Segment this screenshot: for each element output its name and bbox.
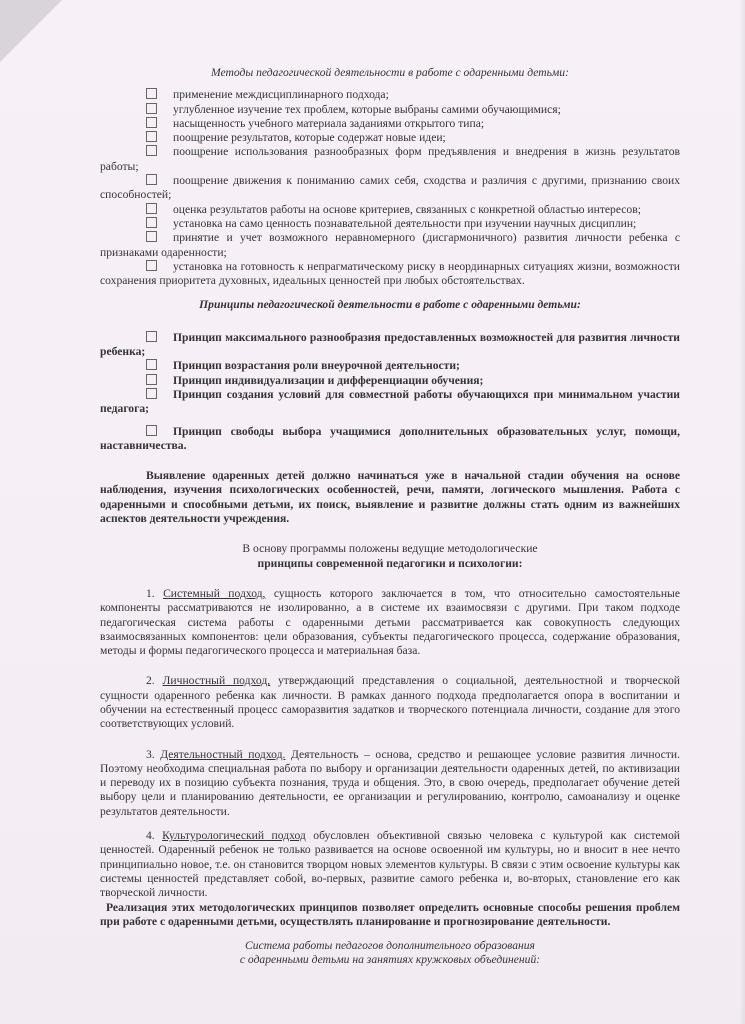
list-item: Принцип максимального разнообразия предоставленных возможностей для развития личности ребенка; (100, 330, 680, 359)
principles-title: Принципы педагогической деятельности в работе с одаренными детьми: (199, 298, 581, 312)
bullet-box-icon (146, 231, 157, 242)
approach-paragraph: 1. Системный подход, сущность которого заключается в том, что относительно самостоятельные компоненты рассматриваются не изолированно, а в системе их взаимосвязи с другими. При таком подходе педагогическая система работы с одаренными детьми рассматривается как совокупность следующих взаимосвязанных компонентов: цели образования, субъекты педагогического процесса, содержание образования, методы и формы педагогического процесса и материальная база. (100, 586, 680, 658)
list-item: поощрение движения к пониманию самих себя, сходства и различия с другими, признанию своих способностей; (100, 174, 680, 202)
bullet-box-icon (146, 331, 157, 342)
bullet-box-icon (146, 203, 157, 214)
bullet-box-icon (146, 174, 157, 185)
bullet-box-icon (146, 425, 157, 436)
list-item: принятие и учет возможного неравномерного (дисгармоничного) развития личности ребенка с признаками одаренности; (100, 231, 680, 259)
methods-title: Методы педагогической деятельности в работе с одаренными детьми: (211, 66, 569, 79)
list-item: Принцип создания условий для совместной работы обучающихся при минимальном участии педагога; (100, 387, 680, 416)
list-item: поощрение использования разнообразных форм предъявления и внедрения в жизнь результатов работы; (100, 145, 680, 173)
bullet-box-icon (146, 145, 157, 156)
approach-name: Системный подход, (163, 586, 266, 600)
bullet-box-icon (146, 260, 157, 271)
principles-list (100, 331, 680, 453)
bullet-box-icon (146, 217, 157, 228)
list-item: Принцип возрастания роли внеурочной деятельности; (100, 359, 680, 373)
bullet-box-icon (146, 388, 157, 399)
bullet-box-icon (146, 374, 157, 385)
document-body (100, 66, 680, 968)
list-item: поощрение результатов, которые содержат новые идеи; (100, 131, 680, 145)
approach-name: Личностный подход, (162, 674, 271, 688)
list-item: насыщенность учебного материала заданиями открытого типа; (100, 117, 680, 131)
list-item: установка на готовность к непрагматическому риску в неординарных ситуациях жизни, возможности сохранения приоритета духовных, идеальных ценностей при любых обстоятельствах. (100, 259, 680, 288)
list-item: углубленное изучение тех проблем, которые выбраны самими обучающимися; (100, 103, 680, 117)
approach-name: Культурологический подход (162, 829, 306, 843)
system-title-1: Система работы педагогов дополнительного образования (245, 939, 535, 953)
list-item: установка на само ценность познавательной деятельности при изучении научных дисциплин; (100, 217, 680, 231)
page-edge-shadow (739, 0, 745, 1024)
bullet-box-icon (146, 359, 157, 370)
approach-paragraph: 2. Личностный подход, утверждающий представления о социальной, деятельностной и творческой сущности одаренного ребенка как личности. В рамках данного подхода предполагается опора в воспитании и обучении на естественный процесс саморазвития задатков и творческого потенциала личности, создание для этого соответствующих условий. (100, 674, 680, 731)
approach-paragraph: 4. Культурологический подход обусловлен объективной связью человека с культурой как системой ценностей. Одаренный ребенок не только развивается на основе освоенной им культуры, но и вносит в нее нечто принципиально новое, т.е. он становится творцом новых элементов культуры. В связи с этим освоение культуры как системы ценностей представляет собой, во-первых, развитие самого ребенка и, во-вторых, становление его как творческой личности. (100, 829, 680, 900)
list-item: оценка результатов работы на основе критериев, связанных с конкретной областью интересов; (100, 203, 680, 217)
bullet-box-icon (146, 103, 157, 114)
list-item: Принцип свободы выбора учащимися дополнительных образовательных услуг, помощи, наставничества. (100, 424, 680, 452)
basis-line-1: В основу программы положены ведущие методологические (242, 542, 538, 556)
approach-paragraph: 3. Деятельностный подход. Деятельность – основа, средство и решающее условие развития личности. Поэтому необходима специальная работа по выбору и организации деятельности одаренных детей, по активизации и переводу их в позицию субъекта познания, труда и общения. Это, в свою очередь, предполагает обучение детей выбору цели и планированию деятельности, ее организации и регулированию, контролю, самоанализу и оценке результатов деятельности. (100, 747, 680, 818)
list-item: Принцип индивидуализации и дифференциации обучения; (100, 374, 680, 388)
folded-corner (0, 0, 62, 62)
bullet-box-icon (146, 117, 157, 128)
system-title-2: с одаренными детьми на занятиях кружковых объединений: (239, 953, 541, 967)
approach-name: Деятельностный подход. (160, 747, 286, 761)
list-item: применение междисциплинарного подхода; (100, 88, 680, 102)
bullet-box-icon (146, 88, 157, 99)
methods-list (100, 88, 680, 288)
identification-paragraph: Выявление одаренных детей должно начинаться уже в начальной стадии обучения на основе наблюдения, изучения психологических особенностей, речи, памяти, логического мышления. Работа с одаренными и способными детьми, их поиск, выявление и развитие должны стать одним из важнейших аспектов деятельности учреждения. (100, 469, 680, 526)
basis-line-2: принципы современной педагогики и психологии: (257, 556, 523, 570)
realization-paragraph: Реализация этих методологических принципов позволяет определить основные способы решения проблем при работе с одаренными детьми, осуществлять планирование и прогнозирование деятельности. (100, 900, 680, 928)
bullet-box-icon (146, 131, 157, 142)
